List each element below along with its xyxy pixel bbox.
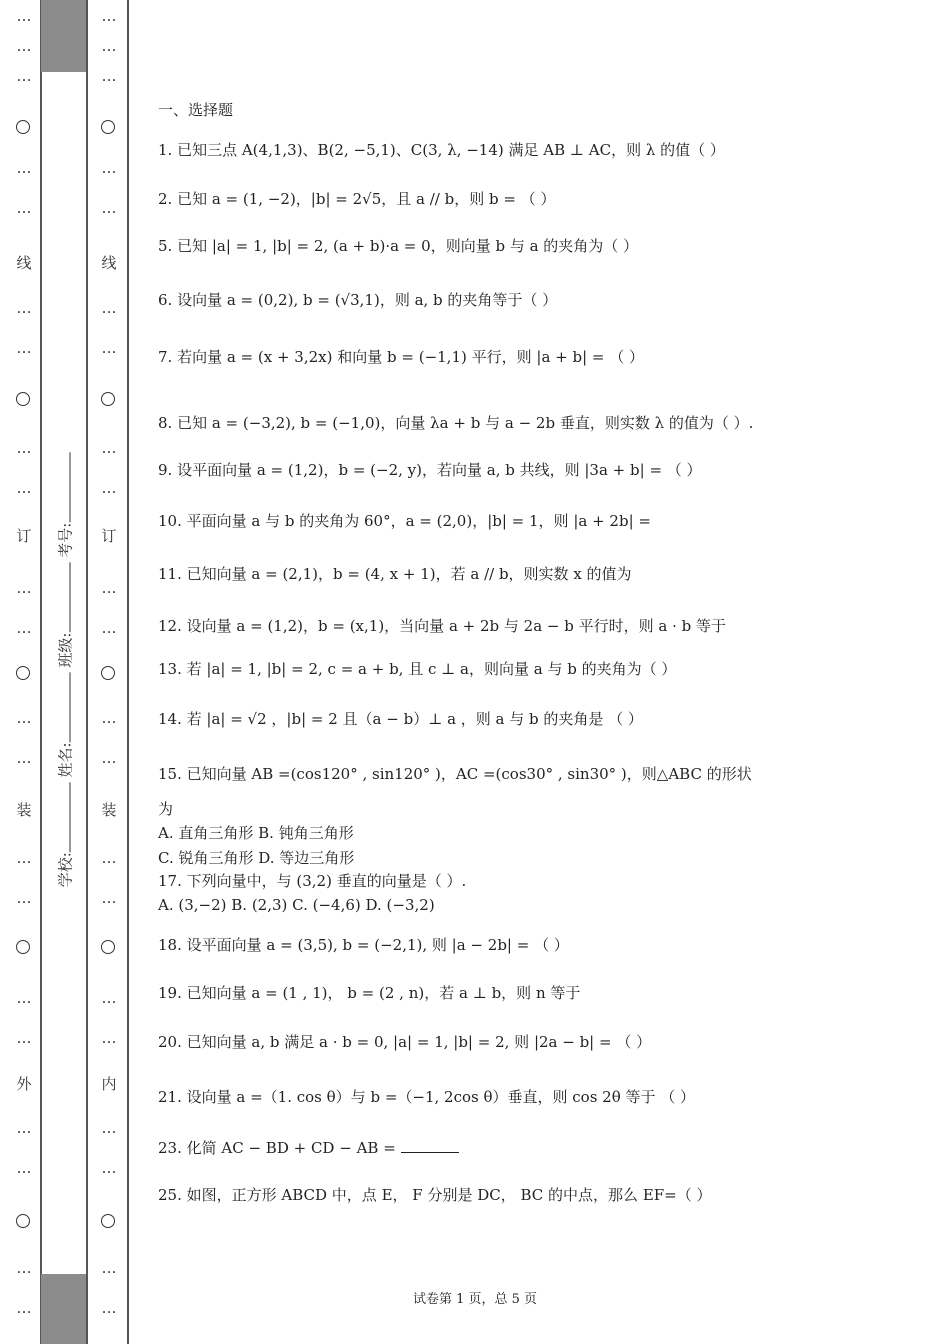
- dots: …: [16, 339, 32, 357]
- question-23: [158, 1137, 459, 1158]
- dots: …: [101, 479, 117, 497]
- dots: …: [16, 749, 32, 767]
- dots: …: [16, 7, 32, 25]
- student-info: [45, 380, 85, 960]
- margin-label-outer: 外: [16, 1075, 32, 1093]
- question-2: 2. 已知 a = (1, −2)，|b| = 2√5，且 a // b，则 b = （ ）: [158, 190, 556, 208]
- question-15-options-1: A. 直角三角形 B. 钝角三角形: [158, 824, 354, 842]
- dots: …: [16, 199, 32, 217]
- circle-icon: [16, 1214, 30, 1228]
- question-7: 7. 若向量 a = (x + 3,2x) 和向量 b = (−1,1) 平行，则 |a + b| = （ ）: [158, 348, 645, 366]
- dots: …: [101, 37, 117, 55]
- dots: …: [101, 7, 117, 25]
- question-8: 8. 已知 a = (−3,2), b = (−1,0)，向量 λa + b 与 a − 2b 垂直，则实数 λ 的值为（ ）.: [158, 414, 754, 432]
- question-6: 6. 设向量 a = (0,2), b = (√3,1)，则 a, b 的夹角等于（ ）: [158, 291, 558, 309]
- margin-label-bind: 订: [16, 527, 32, 545]
- dots: …: [16, 159, 32, 177]
- question-11: 11. 已知向量 a = (2,1)，b = (4, x + 1)，若 a // b，则实数 x 的值为: [158, 565, 632, 583]
- question-15-options-2: C. 锐角三角形 D. 等边三角形: [158, 849, 355, 867]
- circle-icon: [16, 666, 30, 680]
- question-13: 13. 若 |a| = 1, |b| = 2, c = a + b, 且 c ⊥ a，则向量 a 与 b 的夹角为（ ）: [158, 660, 677, 678]
- outer-margin-column: [14, 0, 34, 1344]
- dots: …: [16, 579, 32, 597]
- class-field[interactable]: [56, 563, 71, 633]
- margin-label-line: 线: [101, 254, 117, 272]
- dots: …: [16, 1119, 32, 1137]
- dots: …: [16, 67, 32, 85]
- question-18: 18. 设平面向量 a = (3,5), b = (−2,1), 则 |a − 2b| = （ ）: [158, 936, 569, 954]
- margin-line-mid: [86, 0, 88, 1344]
- answer-blank[interactable]: [401, 1138, 459, 1153]
- circle-icon: [101, 392, 115, 406]
- gray-bar-top: [41, 0, 86, 72]
- dots: …: [101, 849, 117, 867]
- margin-line-left: [40, 0, 42, 1344]
- question-19: 19. 已知向量 a = (1 , 1)， b = (2 , n)，若 a ⊥ b，则 n 等于: [158, 984, 581, 1002]
- question-23-text: 23. 化简 AC − BD + CD − AB =: [158, 1139, 396, 1157]
- dots: …: [16, 1159, 32, 1177]
- dots: …: [16, 37, 32, 55]
- circle-icon: [16, 392, 30, 406]
- question-25: 25. 如图，正方形 ABCD 中，点 E， F 分别是 DC， BC 的中点，那么 EF=（ ）: [158, 1186, 712, 1204]
- dots: …: [101, 989, 117, 1007]
- name-field[interactable]: [56, 672, 71, 742]
- dots: …: [16, 1259, 32, 1277]
- question-12: 12. 设向量 a = (1,2)，b = (x,1)，当向量 a + 2b 与 2a − b 平行时，则 a · b 等于: [158, 617, 727, 635]
- name-label: 姓名:: [56, 742, 75, 778]
- question-15-line1: 15. 已知向量 AB =(cos120° , sin120° )，AC =(cos30° , sin30° )，则△ABC 的形状: [158, 765, 752, 783]
- dots: …: [16, 889, 32, 907]
- question-5: 5. 已知 |a| = 1, |b| = 2, (a + b)·a = 0，则向量 b 与 a 的夹角为（ ）: [158, 237, 639, 255]
- gray-bar-bottom: [41, 1274, 86, 1344]
- circle-icon: [101, 666, 115, 680]
- student-info-fields: [55, 453, 76, 888]
- dots: …: [101, 159, 117, 177]
- dots: …: [16, 439, 32, 457]
- dots: …: [16, 1029, 32, 1047]
- question-20: 20. 已知向量 a, b 满足 a · b = 0, |a| = 1, |b| = 2, 则 |2a − b| = （ ）: [158, 1033, 652, 1051]
- dots: …: [101, 619, 117, 637]
- margin-label-bind: 订: [101, 527, 117, 545]
- number-field[interactable]: [56, 453, 71, 523]
- inner-margin-column: [99, 0, 119, 1344]
- dots: …: [101, 579, 117, 597]
- dots: …: [101, 749, 117, 767]
- question-17-options: A. (3,−2) B. (2,3) C. (−4,6) D. (−3,2): [158, 896, 435, 914]
- margin-label-line: 线: [16, 254, 32, 272]
- circle-icon: [101, 120, 115, 134]
- margin-label-pack: 装: [16, 801, 32, 819]
- dots: …: [101, 199, 117, 217]
- dots: …: [101, 1159, 117, 1177]
- dots: …: [101, 1299, 117, 1317]
- dots: …: [16, 709, 32, 727]
- dots: …: [101, 1029, 117, 1047]
- number-label: 考号:: [56, 522, 75, 558]
- circle-icon: [16, 120, 30, 134]
- question-14: 14. 若 |a| = √2 ，|b| = 2 且（a − b）⊥ a ，则 a 与 b 的夹角是 （ ）: [158, 710, 643, 728]
- school-label: 学校:: [56, 852, 75, 888]
- question-17: 17. 下列向量中，与 (3,2) 垂直的向量是（ ）.: [158, 872, 467, 890]
- dots: …: [101, 339, 117, 357]
- dots: …: [16, 479, 32, 497]
- margin-label-inner: 内: [101, 1075, 117, 1093]
- section-title: 一、选择题: [158, 101, 234, 119]
- question-9: 9. 设平面向量 a = (1,2)，b = (−2, y)，若向量 a, b 共线，则 |3a + b| = （ ）: [158, 461, 702, 479]
- dots: …: [16, 849, 32, 867]
- school-field[interactable]: [56, 782, 71, 852]
- margin-label-pack: 装: [101, 801, 117, 819]
- circle-icon: [16, 940, 30, 954]
- page-footer: 试卷第 1 页，总 5 页: [412, 1292, 538, 1307]
- dots: …: [16, 619, 32, 637]
- dots: …: [101, 1259, 117, 1277]
- dots: …: [16, 299, 32, 317]
- question-1: 1. 已知三点 A(4,1,3)、B(2, −5,1)、C(3, λ, −14) 满足 AB ⊥ AC，则 λ 的值（ ）: [158, 141, 725, 159]
- dots: …: [101, 299, 117, 317]
- question-21: 21. 设向量 a =（1. cos θ）与 b =（−1, 2cos θ）垂直，则 cos 2θ 等于 （ ）: [158, 1088, 696, 1106]
- dots: …: [101, 889, 117, 907]
- question-10: 10. 平面向量 a 与 b 的夹角为 60°，a = (2,0)，|b| = 1，则 |a + 2b| =: [158, 512, 651, 530]
- circle-icon: [101, 940, 115, 954]
- question-15-line2: 为: [158, 800, 174, 818]
- dots: …: [101, 439, 117, 457]
- dots: …: [101, 1119, 117, 1137]
- class-label: 班级:: [56, 632, 75, 668]
- margin-line-right: [127, 0, 129, 1344]
- dots: …: [16, 1299, 32, 1317]
- circle-icon: [101, 1214, 115, 1228]
- dots: …: [16, 989, 32, 1007]
- dots: …: [101, 67, 117, 85]
- dots: …: [101, 709, 117, 727]
